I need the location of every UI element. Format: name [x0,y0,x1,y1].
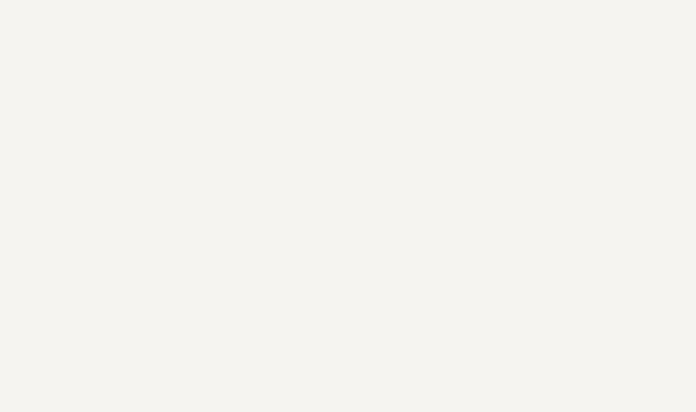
vertical-text-body [16,10,34,400]
